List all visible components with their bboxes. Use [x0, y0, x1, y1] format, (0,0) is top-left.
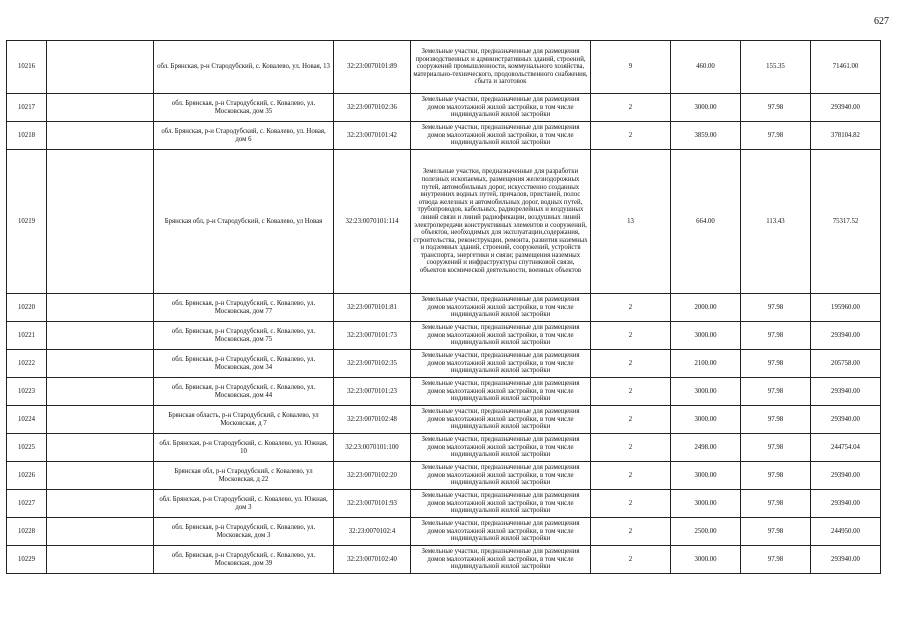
table-body — [7, 41, 881, 574]
cadastral-number-cell: 32:23:0070102:48 — [334, 406, 411, 434]
cadastral-number-cell: 32:23:0070102:4 — [334, 518, 411, 546]
specific-value-cell: 97.98 — [741, 94, 811, 122]
cadastral-value-cell: 293940.00 — [811, 378, 881, 406]
area-cell: 3000.00 — [671, 462, 741, 490]
table-row — [7, 546, 881, 574]
area-cell: 2000.00 — [671, 294, 741, 322]
blank-cell — [47, 41, 154, 94]
row-number-cell: 10225 — [7, 434, 47, 462]
cadastral-number-cell: 32:23:0070101:73 — [334, 322, 411, 350]
cadastral-number-cell: 32:23:0070101:114 — [334, 150, 411, 294]
cadastral-number-cell: 32:23:0070101:42 — [334, 122, 411, 150]
address-cell: обл. Брянская, р-н Стародубский, с. Ковалево, ул. Московская, дом 34 — [154, 350, 334, 378]
land-use-cell: Земельные участки, предназначенные для размещения домов малоэтажной жилой застройки, в том числе индивидуальной жилой застройки — [411, 518, 591, 546]
area-cell: 3859.00 — [671, 122, 741, 150]
blank-cell — [47, 322, 154, 350]
land-use-cell: Земельные участки, предназначенные для размещения домов малоэтажной жилой застройки, в том числе индивидуальной жилой застройки — [411, 294, 591, 322]
category-code-cell: 13 — [591, 150, 671, 294]
table-row — [7, 122, 881, 150]
table-row — [7, 350, 881, 378]
blank-cell — [47, 434, 154, 462]
page-number: 627 — [874, 16, 889, 27]
land-use-cell: Земельные участки, предназначенные для размещения домов малоэтажной жилой застройки, в том числе индивидуальной жилой застройки — [411, 122, 591, 150]
address-cell: Брянская обл, р-н Стародубский, с Ковалево, ул Московская, д 22 — [154, 462, 334, 490]
table-row — [7, 322, 881, 350]
land-use-cell: Земельные участки, предназначенные для размещения домов малоэтажной жилой застройки, в том числе индивидуальной жилой застройки — [411, 462, 591, 490]
address-cell: обл. Брянская, р-н Стародубский, с. Ковалево, ул. Новая, 13 — [154, 41, 334, 94]
cadastral-value-table — [6, 40, 881, 574]
land-use-cell: Земельные участки, предназначенные для размещения домов малоэтажной жилой застройки, в том числе индивидуальной жилой застройки — [411, 490, 591, 518]
area-cell: 2498.00 — [671, 434, 741, 462]
category-code-cell: 2 — [591, 434, 671, 462]
address-cell: обл. Брянская, р-н Стародубский, с. Ковалево, ул. Южная, 10 — [154, 434, 334, 462]
cadastral-value-cell: 71461.00 — [811, 41, 881, 94]
land-use-cell: Земельные участки, предназначенные для размещения домов малоэтажной жилой застройки, в том числе индивидуальной жилой застройки — [411, 350, 591, 378]
row-number-cell: 10220 — [7, 294, 47, 322]
land-use-cell: Земельные участки, предназначенные для размещения домов малоэтажной жилой застройки, в том числе индивидуальной жилой застройки — [411, 322, 591, 350]
row-number-cell: 10218 — [7, 122, 47, 150]
category-code-cell: 2 — [591, 350, 671, 378]
area-cell: 3000.00 — [671, 490, 741, 518]
row-number-cell: 10219 — [7, 150, 47, 294]
specific-value-cell: 97.98 — [741, 490, 811, 518]
land-use-cell: Земельные участки, предназначенные для размещения домов малоэтажной жилой застройки, в том числе индивидуальной жилой застройки — [411, 434, 591, 462]
specific-value-cell: 97.98 — [741, 434, 811, 462]
row-number-cell: 10229 — [7, 546, 47, 574]
row-number-cell: 10226 — [7, 462, 47, 490]
table-row — [7, 434, 881, 462]
specific-value-cell: 97.98 — [741, 518, 811, 546]
cadastral-number-cell: 32:23:0070101:23 — [334, 378, 411, 406]
area-cell: 3000.00 — [671, 546, 741, 574]
cadastral-value-cell: 293940.00 — [811, 322, 881, 350]
category-code-cell: 9 — [591, 41, 671, 94]
cadastral-number-cell: 32:23:0070101:93 — [334, 490, 411, 518]
row-number-cell: 10224 — [7, 406, 47, 434]
blank-cell — [47, 406, 154, 434]
table-row — [7, 462, 881, 490]
table-row — [7, 41, 881, 94]
cadastral-value-cell: 293940.00 — [811, 490, 881, 518]
area-cell: 2100.00 — [671, 350, 741, 378]
table-row — [7, 150, 881, 294]
blank-cell — [47, 122, 154, 150]
cadastral-value-cell: 75317.52 — [811, 150, 881, 294]
row-number-cell: 10228 — [7, 518, 47, 546]
cadastral-value-cell: 195960.00 — [811, 294, 881, 322]
land-use-cell: Земельные участки, предназначенные для размещения домов малоэтажной жилой застройки, в том числе индивидуальной жилой застройки — [411, 546, 591, 574]
address-cell: обл. Брянская, р-н Стародубский, с. Ковалево, ул. Московская, дом 3 — [154, 518, 334, 546]
cadastral-number-cell: 32:23:0070101:81 — [334, 294, 411, 322]
row-number-cell: 10221 — [7, 322, 47, 350]
cadastral-number-cell: 32:23:0070102:40 — [334, 546, 411, 574]
table-row — [7, 406, 881, 434]
address-cell: обл. Брянская, р-н Стародубский, с. Ковалево, ул. Московская, дом 75 — [154, 322, 334, 350]
category-code-cell: 2 — [591, 546, 671, 574]
category-code-cell: 2 — [591, 378, 671, 406]
specific-value-cell: 97.98 — [741, 378, 811, 406]
land-use-cell: Земельные участки, предназначенные для разработки полезных ископаемых, размещения железнодорожных путей, автомобильных дорог, искусственно созданных внутренних водных путей, причалов, пристаней, полос отвода железных и автомобильных дорог, водных путей, трубопроводов, кабельных, радиорелейных и воздушных линий связи и линий радиофикации, воздушных линий электропередачи конструктивных элементов и сооружений, объектов, необходимых для эксплуатации,содержания, строительства, реконструкции, ремонта, развития наземных и подземных зданий, строений, сооружений, устройств транспорта, энергетики и связи; размещения наземных сооружений и инфраструктуры спутниковой связи, объектов космической деятельности, военных объектов — [411, 150, 591, 294]
category-code-cell: 2 — [591, 122, 671, 150]
cadastral-value-cell: 244754.04 — [811, 434, 881, 462]
blank-cell — [47, 546, 154, 574]
specific-value-cell: 155.35 — [741, 41, 811, 94]
area-cell: 2500.00 — [671, 518, 741, 546]
address-cell: обл. Брянская, р-н Стародубский, с. Ковалево, ул. Московская, дом 39 — [154, 546, 334, 574]
specific-value-cell: 113.43 — [741, 150, 811, 294]
area-cell: 3000.00 — [671, 94, 741, 122]
cadastral-number-cell: 32:23:0070102:36 — [334, 94, 411, 122]
table-row — [7, 518, 881, 546]
blank-cell — [47, 94, 154, 122]
land-use-cell: Земельные участки, предназначенные для размещения производственных и административных зданий, строений, сооружений промышленности, коммунального хозяйства, материально-технического, продовольственного снабжения, сбыта и заготовок — [411, 41, 591, 94]
address-cell: Брянская обл, р-н Стародубский, с Ковалево, ул Новая — [154, 150, 334, 294]
address-cell: обл. Брянская, р-н Стародубский, с. Ковалево, ул. Московская, дом 44 — [154, 378, 334, 406]
address-cell: обл. Брянская, р-н Стародубский, с. Ковалево, ул. Московская, дом 77 — [154, 294, 334, 322]
cadastral-value-cell: 293940.00 — [811, 462, 881, 490]
blank-cell — [47, 462, 154, 490]
table-row — [7, 294, 881, 322]
cadastral-value-cell: 293940.00 — [811, 406, 881, 434]
blank-cell — [47, 490, 154, 518]
row-number-cell: 10227 — [7, 490, 47, 518]
land-use-cell: Земельные участки, предназначенные для размещения домов малоэтажной жилой застройки, в том числе индивидуальной жилой застройки — [411, 406, 591, 434]
specific-value-cell: 97.98 — [741, 406, 811, 434]
address-cell: Брянская область, р-н Стародубский, с Ковалево, ул Московская, д 7 — [154, 406, 334, 434]
cadastral-number-cell: 32:23:0070102:20 — [334, 462, 411, 490]
area-cell: 3000.00 — [671, 322, 741, 350]
specific-value-cell: 97.98 — [741, 462, 811, 490]
cadastral-value-cell: 293940.00 — [811, 94, 881, 122]
specific-value-cell: 97.98 — [741, 350, 811, 378]
area-cell: 3000.00 — [671, 406, 741, 434]
address-cell: обл. Брянская, р-н Стародубский, с. Ковалево, ул. Новая, дом 6 — [154, 122, 334, 150]
address-cell: обл. Брянская, р-н Стародубский, с. Ковалево, ул. Московская, дом 35 — [154, 94, 334, 122]
address-cell: обл. Брянская, р-н Стародубский, с. Ковалево, ул. Южная, дом 3 — [154, 490, 334, 518]
category-code-cell: 2 — [591, 462, 671, 490]
blank-cell — [47, 378, 154, 406]
category-code-cell: 2 — [591, 322, 671, 350]
blank-cell — [47, 518, 154, 546]
table-row — [7, 490, 881, 518]
specific-value-cell: 97.98 — [741, 322, 811, 350]
cadastral-value-cell: 293940.00 — [811, 546, 881, 574]
specific-value-cell: 97.98 — [741, 294, 811, 322]
blank-cell — [47, 294, 154, 322]
cadastral-number-cell: 32:23:0070102:35 — [334, 350, 411, 378]
land-use-cell: Земельные участки, предназначенные для размещения домов малоэтажной жилой застройки, в том числе индивидуальной жилой застройки — [411, 378, 591, 406]
cadastral-value-cell: 378104.82 — [811, 122, 881, 150]
blank-cell — [47, 350, 154, 378]
cadastral-value-cell: 205758.00 — [811, 350, 881, 378]
cadastral-number-cell: 32:23:0070101:89 — [334, 41, 411, 94]
category-code-cell: 2 — [591, 406, 671, 434]
cadastral-value-cell: 244950.00 — [811, 518, 881, 546]
category-code-cell: 2 — [591, 518, 671, 546]
category-code-cell: 2 — [591, 490, 671, 518]
table-row — [7, 94, 881, 122]
row-number-cell: 10223 — [7, 378, 47, 406]
table-row — [7, 378, 881, 406]
category-code-cell: 2 — [591, 294, 671, 322]
specific-value-cell: 97.98 — [741, 122, 811, 150]
row-number-cell: 10216 — [7, 41, 47, 94]
specific-value-cell: 97.98 — [741, 546, 811, 574]
land-use-cell: Земельные участки, предназначенные для размещения домов малоэтажной жилой застройки, в том числе индивидуальной жилой застройки — [411, 94, 591, 122]
category-code-cell: 2 — [591, 94, 671, 122]
blank-cell — [47, 150, 154, 294]
area-cell: 460.00 — [671, 41, 741, 94]
area-cell: 3000.00 — [671, 378, 741, 406]
row-number-cell: 10217 — [7, 94, 47, 122]
cadastral-number-cell: 32:23:0070101:100 — [334, 434, 411, 462]
row-number-cell: 10222 — [7, 350, 47, 378]
area-cell: 664.00 — [671, 150, 741, 294]
